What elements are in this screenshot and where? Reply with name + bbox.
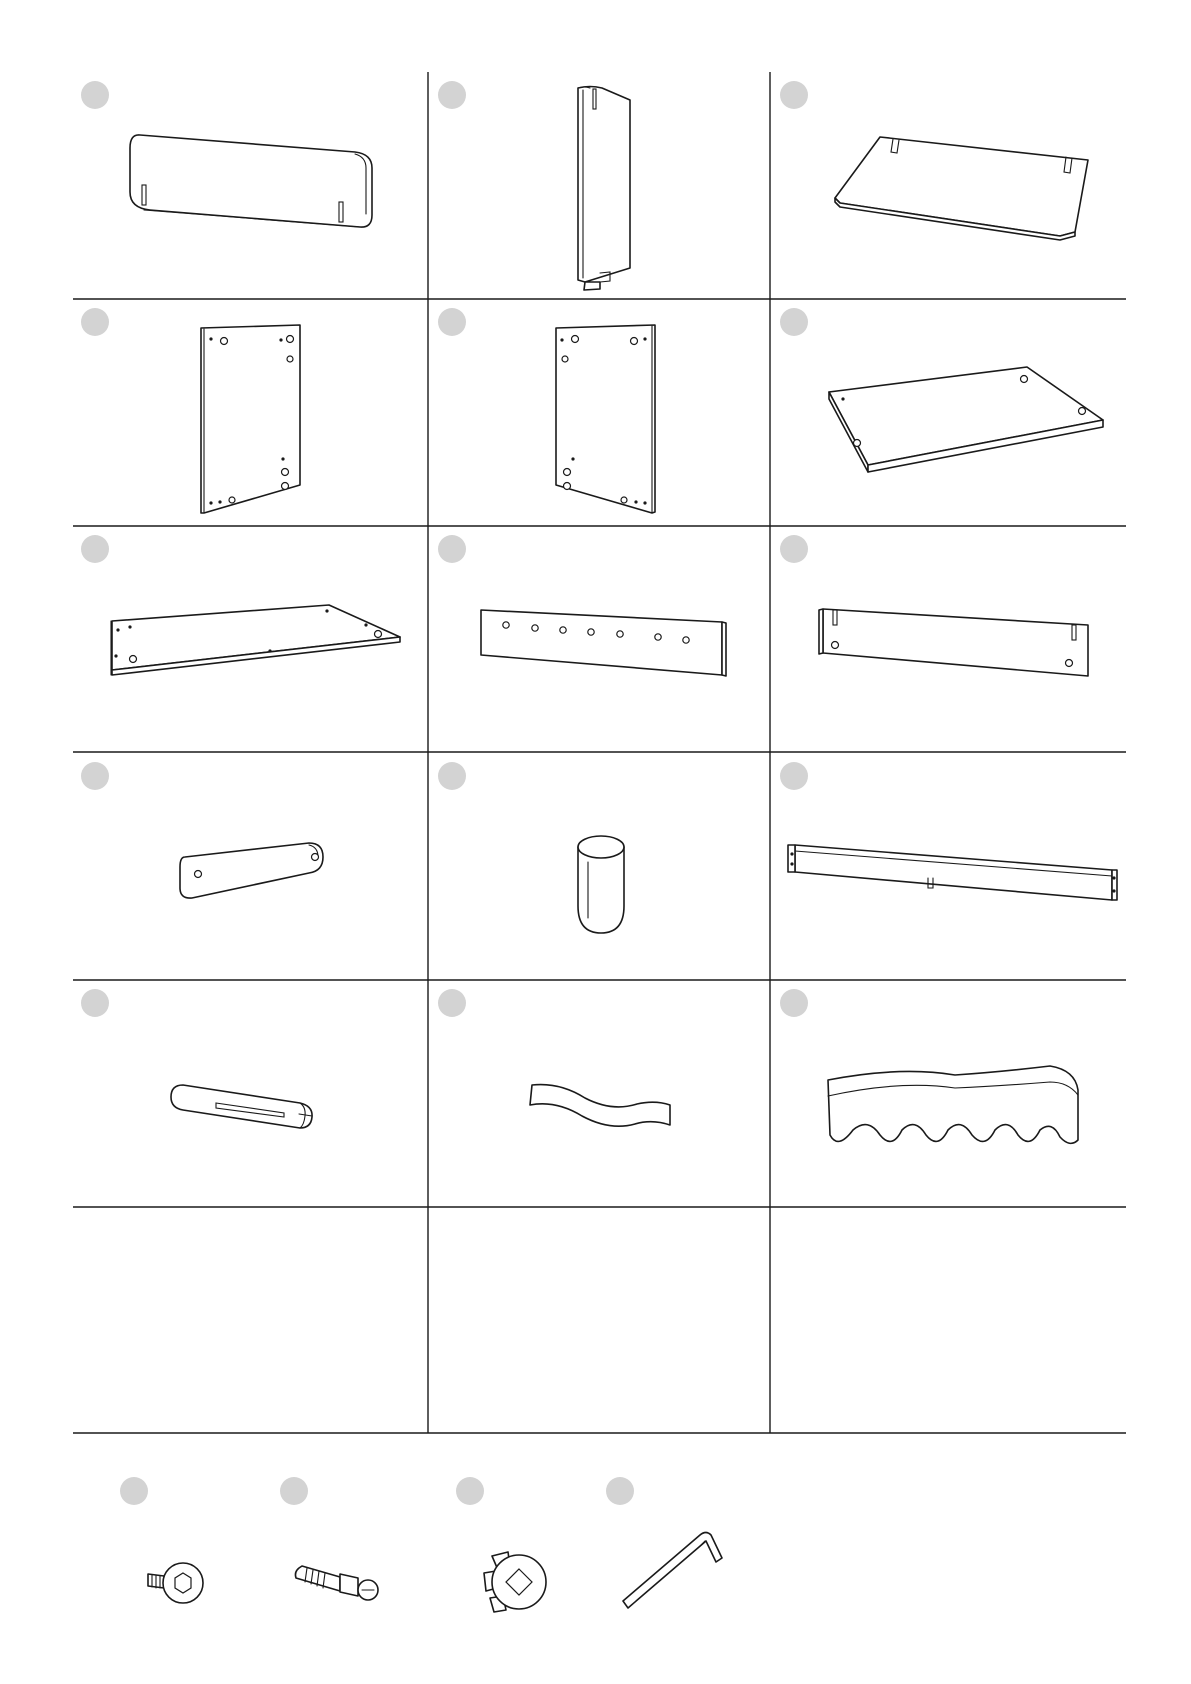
- part-marker-1: [81, 81, 109, 109]
- ribbon-strip-icon: [530, 1085, 670, 1127]
- part-marker-10: [81, 762, 109, 790]
- cam-lock-nut-icon: [484, 1552, 546, 1612]
- back-panel-right-icon: [556, 325, 655, 513]
- part-marker-6: [780, 308, 808, 336]
- part-marker-7: [81, 535, 109, 563]
- part-marker-13: [81, 989, 109, 1017]
- hardware-marker-1: [120, 1477, 148, 1505]
- side-post-panel-icon: [578, 87, 630, 291]
- part-marker-8: [438, 535, 466, 563]
- base-board-icon: [111, 605, 400, 675]
- part-marker-2: [438, 81, 466, 109]
- part-marker-9: [780, 535, 808, 563]
- back-panel-left-icon: [201, 325, 300, 513]
- shelf-board-icon: [829, 367, 1103, 472]
- hardware-marker-2: [280, 1477, 308, 1505]
- small-plate-icon: [180, 843, 323, 898]
- part-marker-12: [780, 762, 808, 790]
- slotted-top-panel-icon: [835, 137, 1088, 240]
- hardware-marker-3: [456, 1477, 484, 1505]
- part-markers: [81, 81, 808, 1505]
- drilled-rail-icon: [481, 610, 726, 676]
- scalloped-canopy-icon: [828, 1066, 1078, 1143]
- rounded-post-icon: [578, 836, 624, 933]
- headboard-panel-icon: [130, 135, 372, 227]
- slotted-pin-icon: [171, 1085, 312, 1128]
- part-marker-3: [780, 81, 808, 109]
- hex-bolt-icon: [148, 1563, 203, 1603]
- slotted-rail-icon: [819, 609, 1088, 676]
- part-marker-4: [81, 308, 109, 336]
- allen-key-icon: [623, 1533, 722, 1609]
- hardware-marker-4: [606, 1477, 634, 1505]
- part-marker-15: [780, 989, 808, 1017]
- long-bar-icon: [788, 845, 1117, 900]
- connector-dowel-icon: [295, 1566, 378, 1600]
- part-marker-14: [438, 989, 466, 1017]
- part-marker-5: [438, 308, 466, 336]
- part-marker-11: [438, 762, 466, 790]
